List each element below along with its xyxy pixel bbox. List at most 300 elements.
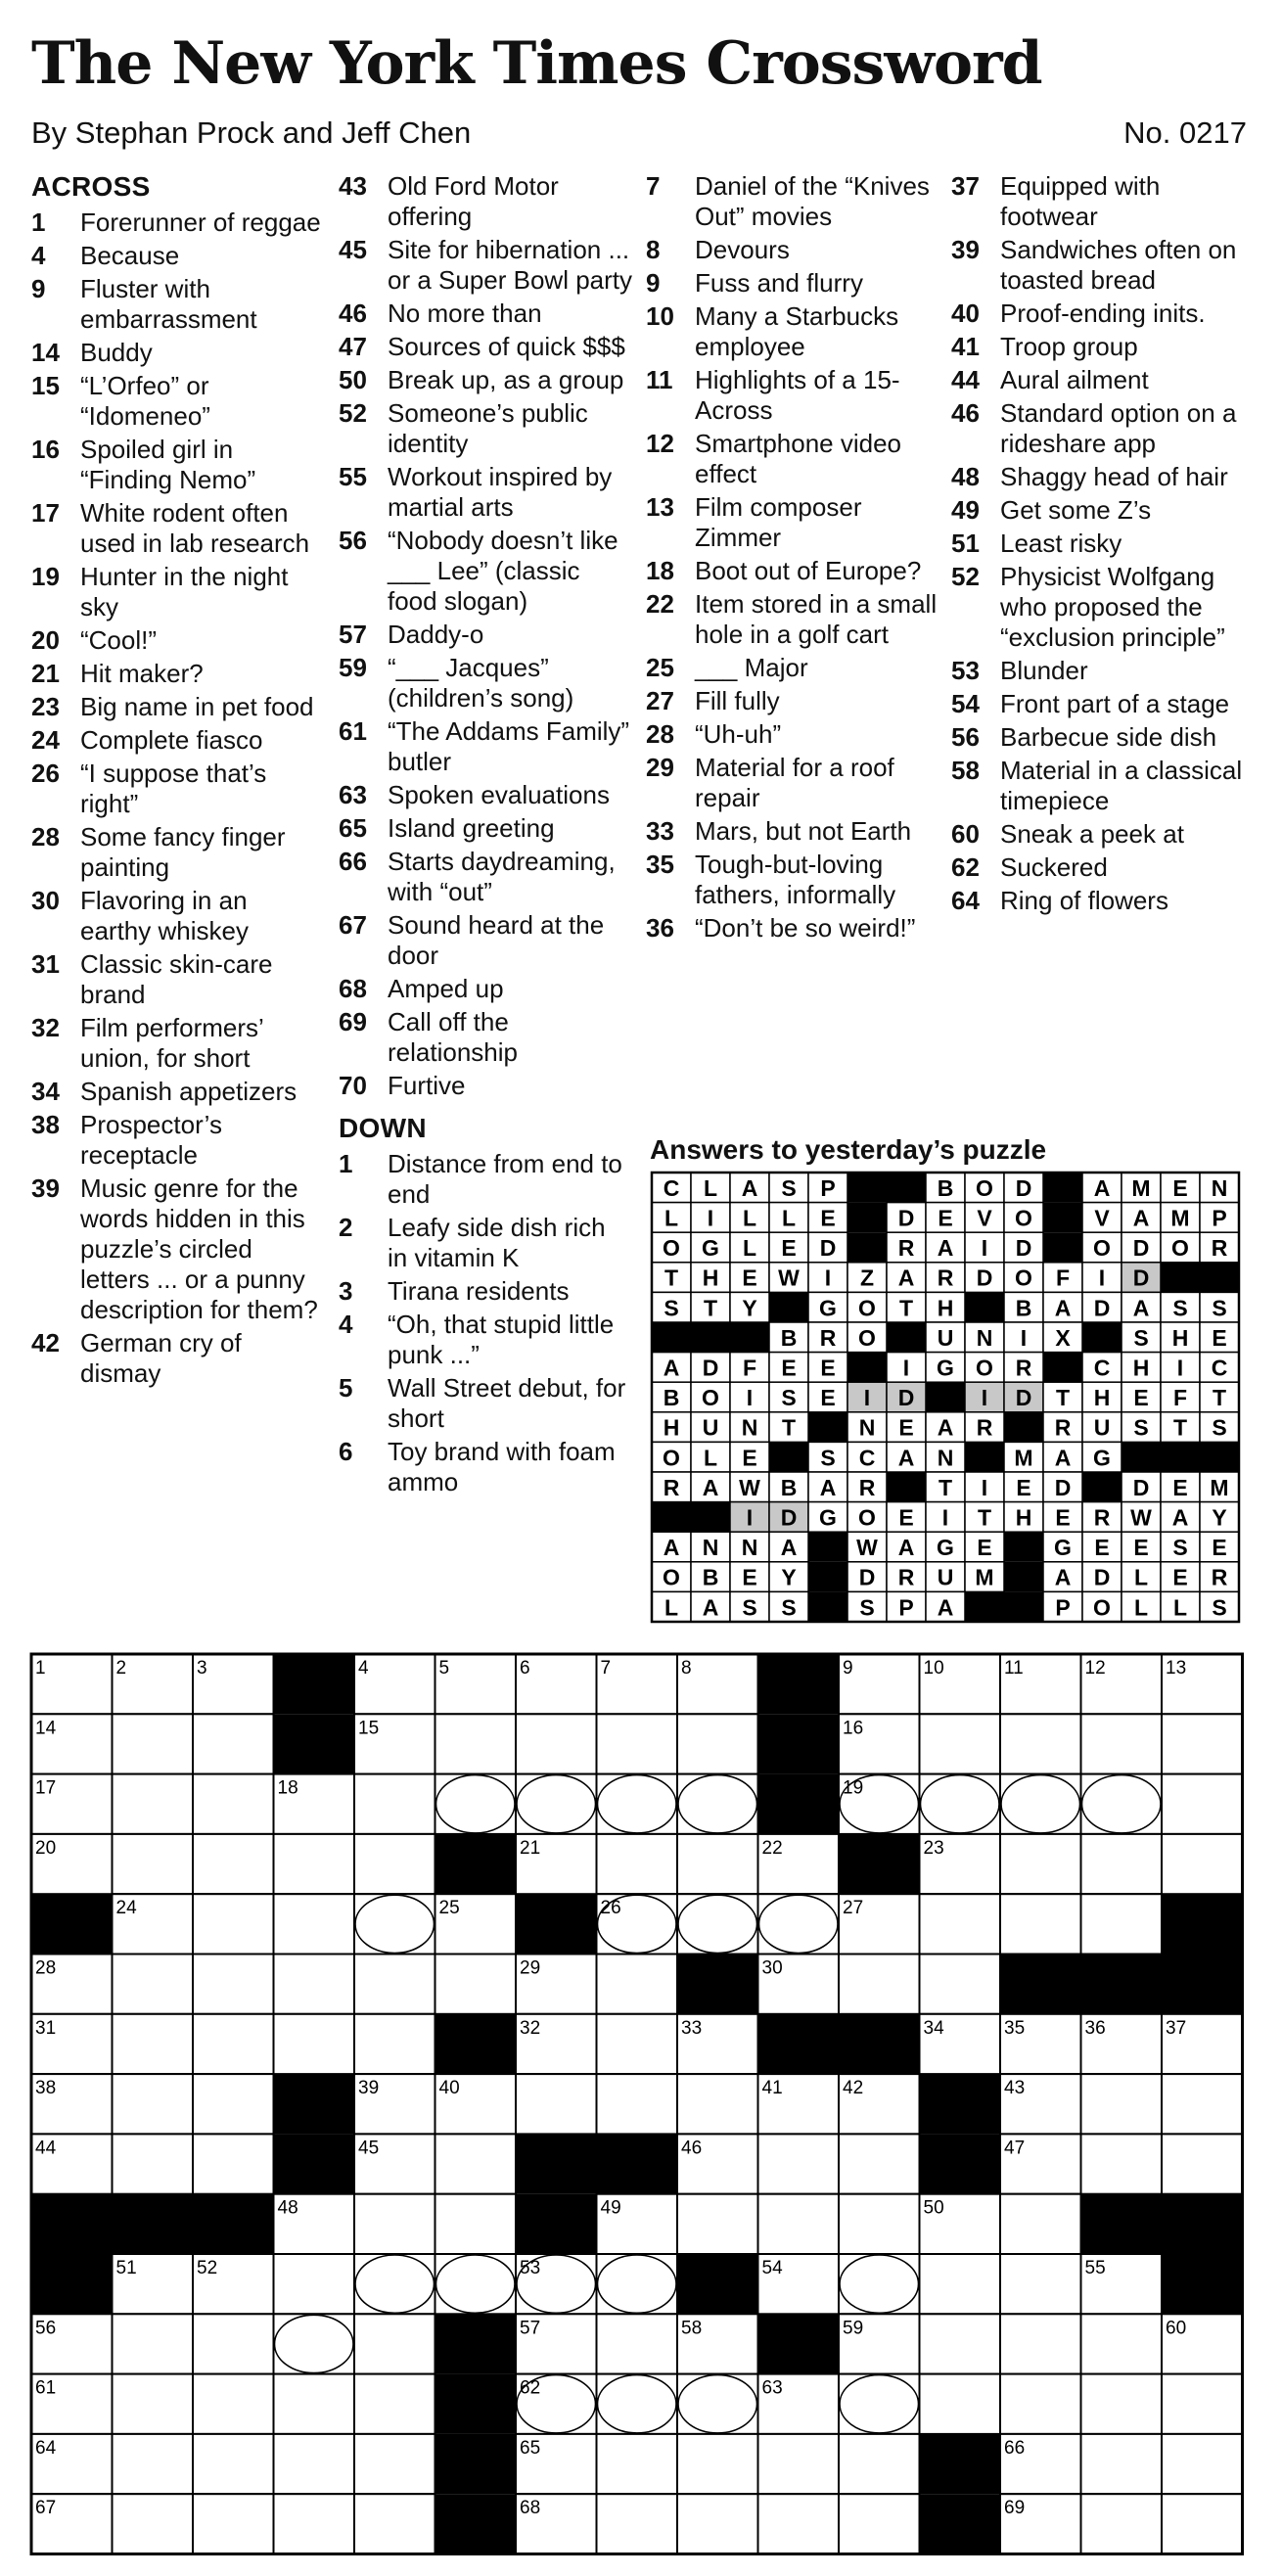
cell-number: 4 [358, 1658, 369, 1679]
clue-column-1 [31, 171, 325, 1392]
cell-number: 56 [35, 2318, 57, 2339]
page-title: The New York Times Crossword [31, 29, 1042, 98]
answer-letter: F [742, 1355, 757, 1381]
clue-text: Ring of flowers [1000, 886, 1168, 915]
grid-cell[interactable] [354, 2314, 435, 2373]
grid-cell[interactable] [193, 2494, 274, 2553]
grid-cell[interactable] [113, 2434, 194, 2494]
clue-number: 69 [339, 1007, 367, 1036]
cell-number: 44 [35, 2138, 57, 2159]
grid-cell[interactable] [193, 1894, 274, 1954]
answer-block [926, 1382, 965, 1412]
answer-letter: O [663, 1445, 680, 1471]
grid-cell[interactable] [1000, 1894, 1081, 1954]
answer-letter: E [1172, 1174, 1188, 1201]
across-clue [339, 365, 632, 395]
across-clue [339, 716, 632, 777]
grid-cell[interactable] [274, 2014, 355, 2074]
black-square [274, 1714, 355, 1773]
clue-text: Sandwiches often on toasted bread [1000, 235, 1237, 295]
cell-number: 62 [520, 2377, 541, 2399]
grid-cell[interactable] [920, 2254, 1001, 2314]
clue-number: 49 [951, 495, 980, 525]
black-square [597, 2134, 678, 2193]
answer-letter: O [1093, 1594, 1111, 1621]
clue-number: 12 [646, 429, 674, 458]
grid-cell[interactable] [839, 1955, 920, 2014]
cell-number: 22 [761, 1837, 783, 1859]
clue-text: Daniel of the “Knives Out” movies [695, 171, 930, 231]
answer-letter: G [937, 1355, 954, 1381]
grid-cell[interactable] [354, 1774, 435, 1834]
grid-cell[interactable] [597, 2074, 678, 2134]
grid-cell[interactable] [274, 2254, 355, 2314]
grid-cell[interactable] [1081, 1894, 1163, 1954]
grid-cell[interactable] [113, 2374, 194, 2434]
clue-number: 1 [31, 207, 46, 237]
answer-block [965, 1292, 1004, 1322]
down-clue [646, 686, 939, 716]
clue-number: 9 [646, 268, 661, 298]
clue-text: Forerunner of reggae [80, 207, 321, 237]
clue-text: Someone’s public identity [388, 398, 588, 458]
answer-letter: A [741, 1174, 758, 1201]
grid-cell[interactable] [677, 2074, 758, 2134]
answer-block [691, 1322, 730, 1353]
grid-cell[interactable] [516, 2074, 597, 2134]
answer-letter: I [981, 1474, 988, 1500]
clue-text: “Oh, that stupid little punk ...” [388, 1310, 615, 1369]
grid-cell[interactable] [758, 2434, 840, 2494]
clue-number: 46 [339, 299, 367, 328]
grid-cell[interactable] [113, 2074, 194, 2134]
cell-number: 40 [438, 2078, 460, 2099]
down-clue [951, 365, 1255, 395]
clue-text: Get some Z’s [1000, 495, 1152, 525]
down-clue [646, 301, 939, 362]
answer-block [1043, 1232, 1082, 1263]
cell-number: 26 [600, 1898, 621, 1919]
answer-letter: N [858, 1414, 876, 1441]
answer-letter: I [1176, 1355, 1184, 1381]
cell-number: 3 [197, 1658, 207, 1679]
cell-number: 49 [600, 2197, 621, 2219]
grid-cell[interactable] [1081, 1714, 1163, 1773]
grid-cell[interactable] [839, 2494, 920, 2553]
clue-number: 52 [339, 398, 367, 428]
answer-letter: S [1133, 1324, 1149, 1351]
answer-letter: D [819, 1235, 837, 1262]
clue-text: Barbecue side dish [1000, 722, 1217, 752]
answer-block [887, 1322, 926, 1353]
answer-block [1043, 1173, 1082, 1203]
clue-text: Smartphone video effect [695, 429, 902, 488]
clue-number: 53 [951, 656, 980, 685]
cell-number: 9 [843, 1658, 853, 1679]
answer-block [769, 1442, 808, 1472]
across-clue [31, 659, 325, 689]
grid-cell[interactable] [274, 1834, 355, 1894]
answer-letter: A [1054, 1564, 1072, 1590]
answer-letter: Y [742, 1295, 757, 1321]
grid-cell[interactable] [597, 2434, 678, 2494]
grid-cell[interactable] [1081, 2134, 1163, 2193]
down-clue [951, 529, 1255, 559]
cell-number: 20 [35, 1837, 57, 1859]
grid-cell[interactable] [1081, 2074, 1163, 2134]
black-square [758, 1654, 840, 1714]
grid-cell[interactable] [354, 2494, 435, 2553]
answer-letter: B [663, 1385, 680, 1411]
cell-number: 8 [681, 1658, 692, 1679]
grid-cell[interactable] [113, 2314, 194, 2373]
cell-number: 18 [277, 1777, 298, 1799]
cell-number: 67 [35, 2498, 57, 2519]
clue-number: 56 [951, 722, 980, 752]
answer-letter: V [977, 1205, 992, 1231]
clue-text: Amped up [388, 974, 504, 1003]
cell-number: 1 [35, 1658, 46, 1679]
cell-number: 32 [520, 2017, 541, 2039]
answer-block [808, 1591, 847, 1622]
answer-letter: B [1015, 1295, 1032, 1321]
clue-text: ___ Major [695, 653, 808, 682]
answer-letter: L [742, 1235, 757, 1262]
grid-cell[interactable] [597, 1955, 678, 2014]
black-square [435, 2014, 517, 2074]
grid-cell[interactable] [1081, 2494, 1163, 2553]
clue-number: 67 [339, 910, 367, 940]
down-clue [951, 462, 1255, 492]
across-clue [339, 910, 632, 971]
across-clue [31, 274, 325, 335]
cell-number: 59 [843, 2318, 864, 2339]
answer-letter: N [741, 1535, 758, 1561]
grid-cell[interactable] [354, 1955, 435, 2014]
grid-cell[interactable] [435, 2134, 517, 2193]
grid-cell[interactable] [758, 2194, 840, 2254]
grid-cell[interactable] [113, 1955, 194, 2014]
black-square [920, 2134, 1001, 2193]
grid-cell[interactable] [597, 1834, 678, 1894]
grid-cell[interactable] [758, 2494, 840, 2553]
answer-letter: N [702, 1535, 719, 1561]
grid-cell[interactable] [1000, 2194, 1081, 2254]
answer-letter: R [976, 1414, 993, 1441]
grid-cell[interactable] [1162, 2134, 1243, 2193]
cell-number: 50 [923, 2197, 944, 2219]
cell-number: 5 [438, 1658, 450, 1679]
clue-number: 4 [31, 241, 46, 270]
grid-cell[interactable] [839, 2434, 920, 2494]
grid-cell[interactable] [1000, 2314, 1081, 2373]
grid-cell[interactable] [113, 2014, 194, 2074]
down-clue [646, 492, 939, 553]
clue-text: Island greeting [388, 813, 555, 843]
answer-letter: N [976, 1324, 993, 1351]
cell-number: 47 [1004, 2138, 1026, 2159]
grid-cell[interactable] [920, 1955, 1001, 2014]
grid-cell[interactable] [1081, 1834, 1163, 1894]
answer-block [1004, 1562, 1043, 1592]
grid-cell[interactable] [193, 1774, 274, 1834]
black-square [1162, 1894, 1243, 1954]
answer-letter: E [781, 1355, 797, 1381]
grid-cell[interactable] [354, 2434, 435, 2494]
grid-cell[interactable] [274, 1894, 355, 1954]
answer-letter: T [703, 1295, 718, 1321]
grid-cell[interactable] [920, 1894, 1001, 1954]
answer-letter: A [663, 1355, 680, 1381]
down-clue [646, 365, 939, 426]
grid-cell[interactable] [1162, 2434, 1243, 2494]
grid-cell[interactable] [193, 1714, 274, 1773]
answer-letter: H [663, 1414, 680, 1441]
grid-cell[interactable] [113, 2494, 194, 2553]
clue-number: 6 [339, 1437, 353, 1466]
answer-letter: D [780, 1504, 798, 1531]
clue-text: Proof-ending inits. [1000, 299, 1206, 328]
clue-text: Daddy-o [388, 620, 484, 649]
black-square [31, 2254, 113, 2314]
grid-cell[interactable] [677, 1714, 758, 1773]
answer-letter: O [702, 1385, 719, 1411]
cell-number: 35 [1004, 2017, 1026, 2039]
answer-letter: G [1054, 1535, 1072, 1561]
grid-cell[interactable] [193, 1955, 274, 2014]
grid-cell[interactable] [274, 2374, 355, 2434]
clue-number: 19 [31, 562, 60, 591]
answer-letter: E [977, 1535, 992, 1561]
grid-cell[interactable] [354, 2014, 435, 2074]
grid-cell[interactable] [193, 2014, 274, 2074]
clue-text: Wall Street debut, for short [388, 1373, 626, 1433]
clue-number: 65 [339, 813, 367, 843]
grid-cell[interactable] [113, 2134, 194, 2193]
black-square [1162, 1955, 1243, 2014]
grid-cell[interactable] [1162, 2074, 1243, 2134]
clue-number: 62 [951, 852, 980, 882]
down-clue [646, 753, 939, 813]
grid-cell[interactable] [677, 2494, 758, 2553]
clue-number: 40 [951, 299, 980, 328]
across-clue [31, 949, 325, 1010]
answer-letter: W [1130, 1504, 1152, 1531]
across-clue [339, 847, 632, 907]
answer-letter: A [1132, 1295, 1150, 1321]
grid-cell[interactable] [920, 2314, 1001, 2373]
answer-block [808, 1412, 847, 1443]
black-square [920, 2494, 1001, 2553]
grid-cell[interactable] [1162, 2374, 1243, 2434]
clue-number: 44 [951, 365, 980, 394]
grid-cell[interactable] [839, 2194, 920, 2254]
clue-number: 36 [646, 913, 674, 943]
answer-letter: E [1016, 1474, 1031, 1500]
cell-number: 58 [681, 2318, 703, 2339]
answer-letter: L [703, 1445, 718, 1471]
grid-cell[interactable] [1162, 1714, 1243, 1773]
grid-cell[interactable] [1162, 2494, 1243, 2553]
cell-number: 52 [197, 2258, 218, 2278]
clue-text: Spoken evaluations [388, 780, 610, 809]
grid-cell[interactable] [193, 2374, 274, 2434]
answer-letter: C [1093, 1355, 1111, 1381]
grid-cell[interactable] [839, 2134, 920, 2193]
answer-letter: E [820, 1385, 836, 1411]
grid-cell[interactable] [193, 2434, 274, 2494]
answer-block [847, 1232, 887, 1263]
grid-cell[interactable] [1162, 1774, 1243, 1834]
grid-cell[interactable] [354, 2374, 435, 2434]
clue-number: 35 [646, 850, 674, 879]
clue-text: Fill fully [695, 686, 780, 715]
grid-cell[interactable] [1081, 2314, 1163, 2373]
answer-letter: O [858, 1324, 876, 1351]
clue-number: 58 [951, 756, 980, 785]
clue-number: 57 [339, 620, 367, 649]
answer-block [1200, 1442, 1239, 1472]
answer-block [1082, 1472, 1122, 1502]
grid-cell[interactable] [1081, 2434, 1163, 2494]
answer-letter: X [1055, 1324, 1071, 1351]
across-clue [339, 398, 632, 459]
grid-cell[interactable] [597, 2314, 678, 2373]
answer-letter: B [780, 1474, 798, 1500]
grid-cell[interactable] [677, 2434, 758, 2494]
cell-number: 31 [35, 2017, 57, 2039]
grid-cell[interactable] [1000, 2374, 1081, 2434]
cell-number: 65 [520, 2437, 541, 2459]
answer-letter: I [981, 1235, 988, 1262]
answer-letter: O [663, 1235, 680, 1262]
grid-cell[interactable] [597, 2014, 678, 2074]
grid-cell[interactable] [435, 1955, 517, 2014]
grid-cell[interactable] [193, 2314, 274, 2373]
grid-cell[interactable] [113, 1774, 194, 1834]
cell-number: 39 [358, 2078, 380, 2099]
black-square [516, 2194, 597, 2254]
grid-cell[interactable] [1000, 1834, 1081, 1894]
across-clue [339, 974, 632, 1004]
answer-letter: R [897, 1235, 915, 1262]
clue-number: 17 [31, 498, 60, 528]
grid-cell[interactable] [274, 1955, 355, 2014]
answers-grid [650, 1171, 1247, 1624]
clue-text: “Don’t be so weird!” [695, 913, 916, 943]
black-square [274, 2074, 355, 2134]
answer-letter: T [898, 1295, 914, 1321]
grid-cell[interactable] [435, 1714, 517, 1773]
answer-letter: O [1093, 1235, 1111, 1262]
cell-number: 55 [1084, 2258, 1106, 2278]
across-clue [31, 241, 325, 271]
clue-number: 34 [31, 1077, 60, 1106]
black-square [113, 2194, 194, 2254]
answer-letter: S [1212, 1414, 1227, 1441]
clue-text: Many a Starbucks employee [695, 301, 899, 361]
across-clue [31, 886, 325, 946]
grid-cell[interactable] [516, 1714, 597, 1773]
grid-cell[interactable] [193, 2134, 274, 2193]
clue-number: 50 [339, 365, 367, 394]
across-clue [31, 822, 325, 883]
down-clue [951, 886, 1255, 916]
black-square [839, 1834, 920, 1894]
across-clue [339, 171, 632, 232]
grid-cell[interactable] [677, 1834, 758, 1894]
down-clue [951, 722, 1255, 753]
across-clue [31, 435, 325, 495]
grid-cell[interactable] [354, 1834, 435, 1894]
clue-number: 51 [951, 529, 980, 558]
answers-title: Answers to yesterday’s puzzle [650, 1134, 1047, 1165]
cell-number: 23 [923, 1837, 944, 1859]
grid-cell[interactable] [677, 2194, 758, 2254]
grid-cell[interactable] [354, 2194, 435, 2254]
black-square [435, 2434, 517, 2494]
clue-number: 39 [31, 1173, 60, 1203]
grid-cell[interactable] [1000, 2254, 1081, 2314]
answer-letter: S [1212, 1594, 1227, 1621]
answer-letter: S [820, 1445, 836, 1471]
answer-letter: T [781, 1414, 797, 1441]
grid-cell[interactable] [193, 2074, 274, 2134]
clue-number: 54 [951, 689, 980, 718]
answer-letter: A [1132, 1205, 1150, 1231]
clue-text: “Nobody doesn’t like ___ Lee” (classic food slogan) [388, 526, 618, 616]
grid-cell[interactable] [597, 2494, 678, 2553]
answer-block [1082, 1322, 1122, 1353]
answer-block [769, 1292, 808, 1322]
grid-cell[interactable] [597, 1714, 678, 1773]
clue-number: 66 [339, 847, 367, 876]
grid-cell[interactable] [274, 2494, 355, 2553]
clue-text: Flavoring in an earthy whiskey [80, 886, 249, 945]
grid-cell[interactable] [1081, 2374, 1163, 2434]
answer-letter: A [937, 1594, 954, 1621]
black-square [516, 1894, 597, 1954]
grid-cell[interactable] [193, 1834, 274, 1894]
answer-letter: H [1015, 1504, 1032, 1531]
grid-cell[interactable] [113, 1834, 194, 1894]
grid-cell[interactable] [1162, 1834, 1243, 1894]
answer-letter: E [1055, 1504, 1071, 1531]
answer-letter: P [1055, 1594, 1071, 1621]
grid-cell[interactable] [435, 2194, 517, 2254]
answer-block [847, 1353, 887, 1383]
grid-cell[interactable] [274, 2434, 355, 2494]
clue-text: Old Ford Motor offering [388, 171, 559, 231]
cell-number: 7 [600, 1658, 612, 1679]
grid-cell[interactable] [1000, 1714, 1081, 1773]
answer-letter: H [1093, 1385, 1111, 1411]
answer-letter: W [778, 1265, 800, 1291]
answer-letter: P [820, 1174, 836, 1201]
grid-cell[interactable] [920, 2374, 1001, 2434]
answer-letter: R [858, 1474, 876, 1500]
down-clue [951, 332, 1255, 362]
black-square [677, 1955, 758, 2014]
answer-block [652, 1322, 691, 1353]
answer-letter: M [975, 1564, 994, 1590]
answer-letter: D [1132, 1474, 1150, 1500]
grid-cell[interactable] [920, 1714, 1001, 1773]
answer-letter: I [981, 1385, 988, 1411]
answer-letter: P [898, 1594, 914, 1621]
grid-cell[interactable] [758, 2134, 840, 2193]
grid-cell[interactable] [113, 1714, 194, 1773]
